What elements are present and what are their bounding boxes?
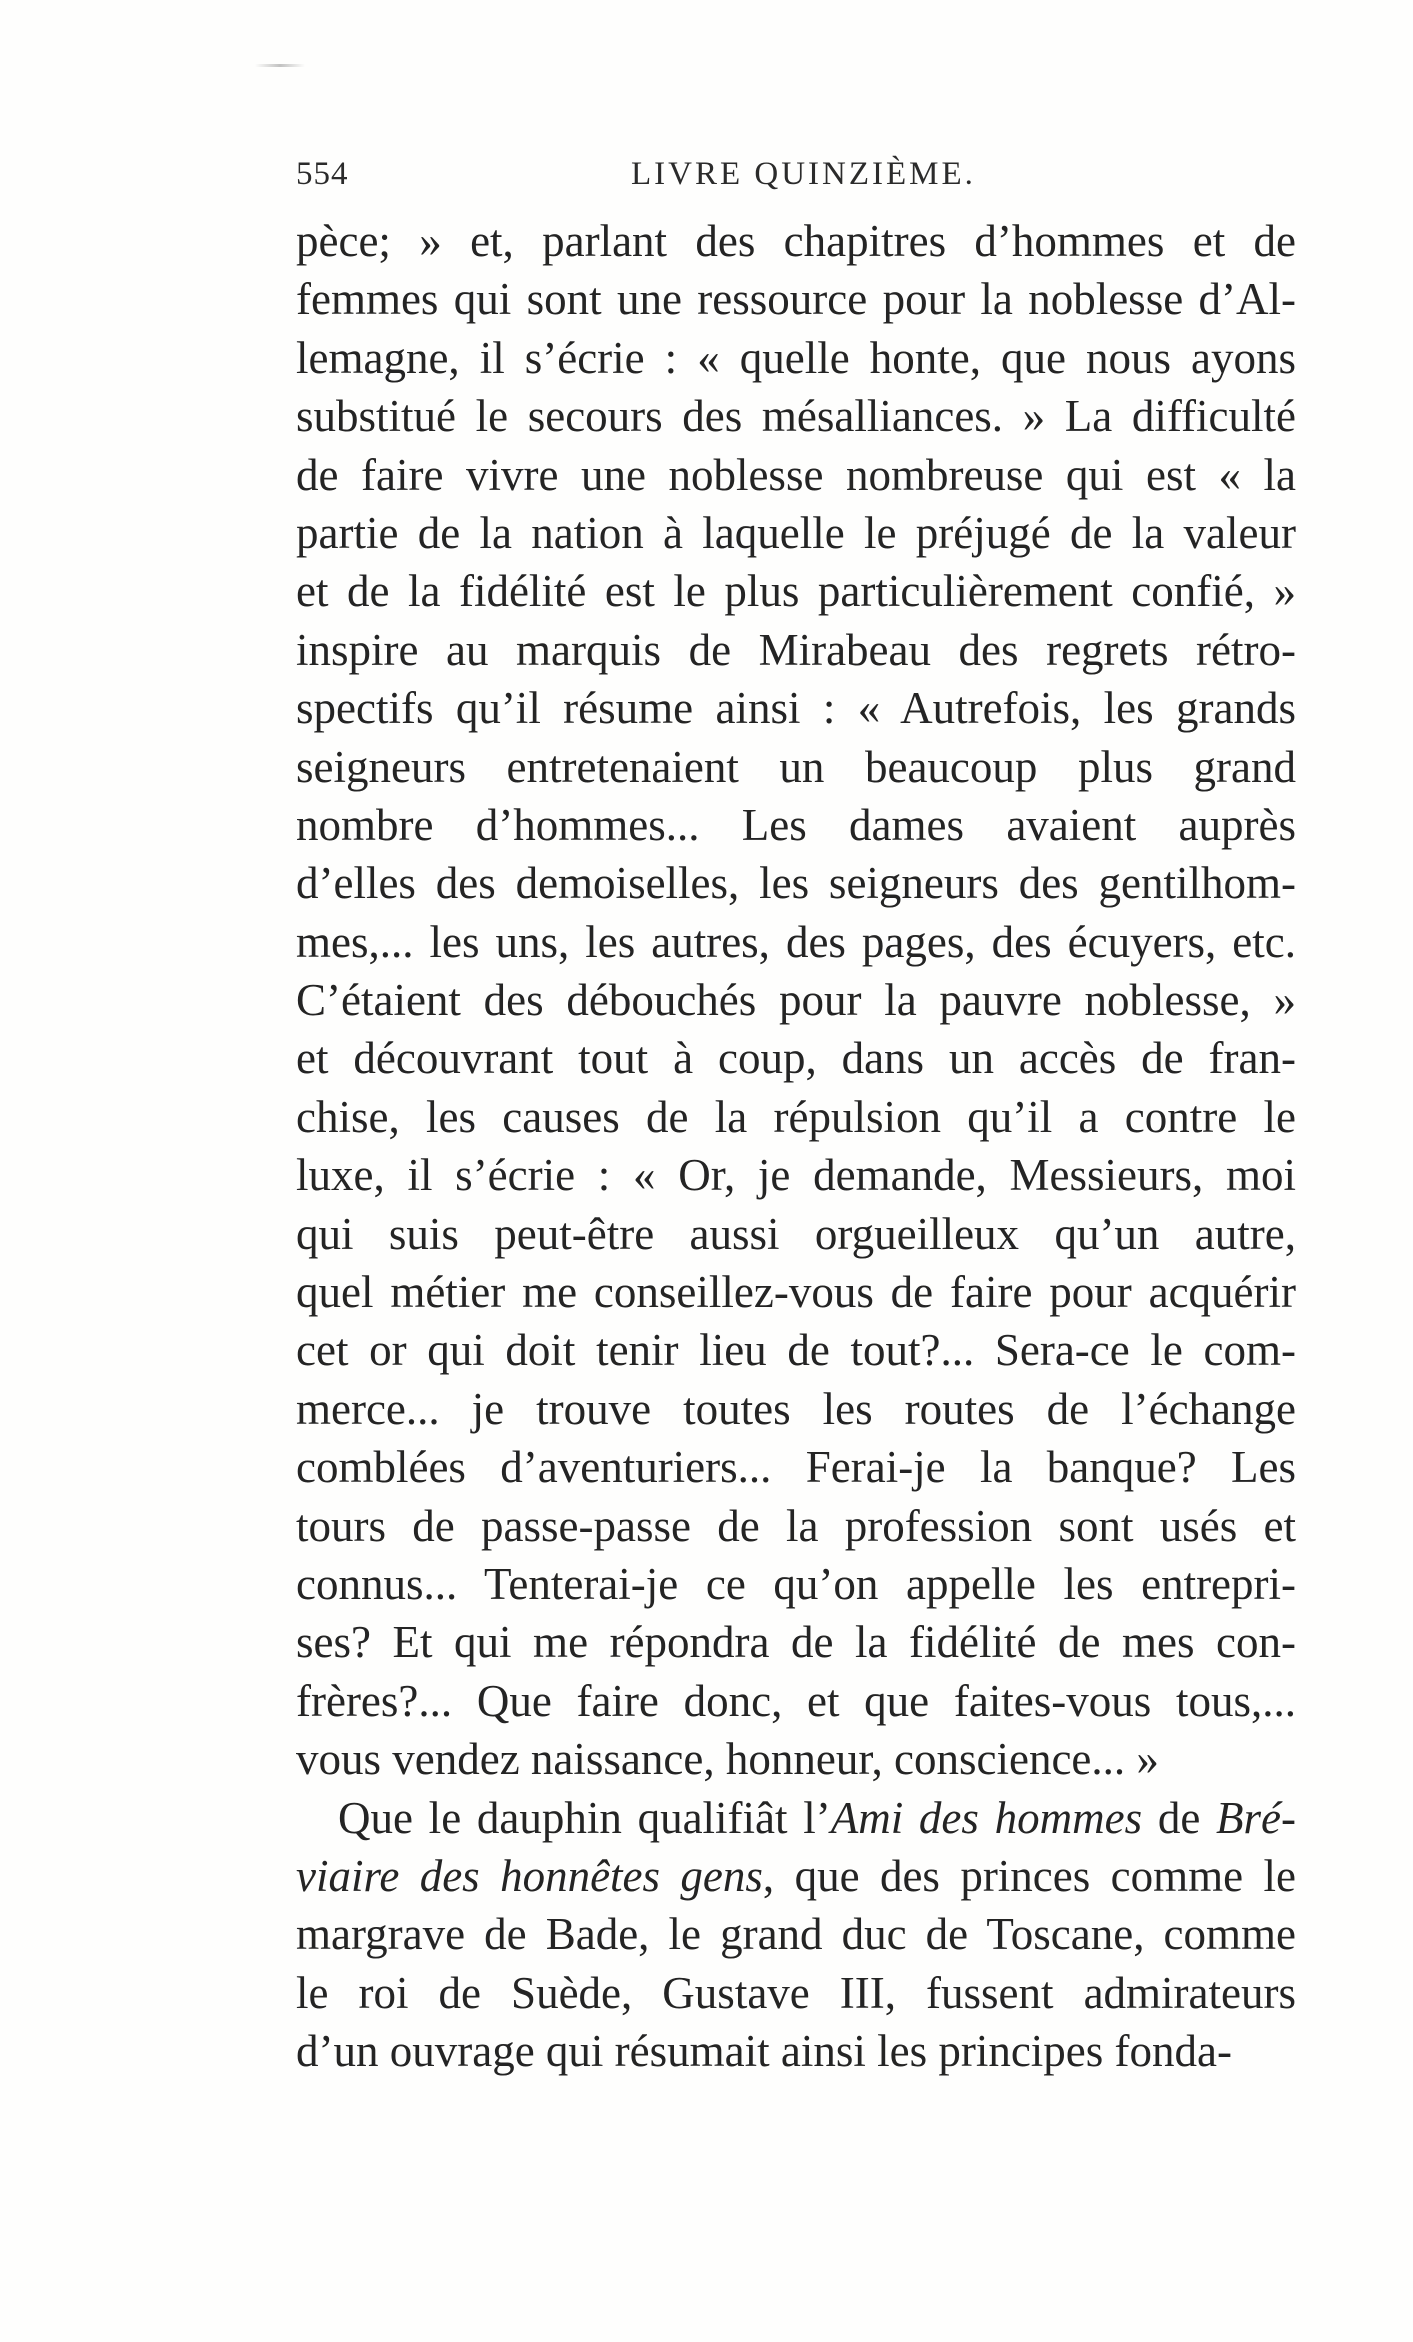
text-segment: d’un ouvrage qui résumait ainsi les principes fonda- xyxy=(296,2026,1232,2077)
page-number: 554 xyxy=(296,156,349,192)
text-line xyxy=(296,1672,1296,1730)
text-segment: chise, les causes de la répulsion qu’il a contre le xyxy=(296,1091,1296,1142)
text-segment: margrave de Bade, le grand duc de Toscane, comme xyxy=(296,1909,1296,1960)
text-segment: substitué le secours des mésalliances. » La difficulté xyxy=(296,391,1296,442)
text-segment: ses? Et qui me répondra de la fidélité de mes con- xyxy=(296,1617,1296,1668)
text-segment: frères?... Que faire donc, et que faites-vous tous,... xyxy=(296,1675,1296,1726)
text-line xyxy=(296,1321,1296,1379)
text-line xyxy=(296,1497,1296,1555)
text-segment: spectifs qu’il résume ainsi : « Autrefois, les grands xyxy=(296,683,1296,734)
text-segment: le roi de Suède, Gustave III, fussent admirateurs xyxy=(296,1967,1296,2018)
text-segment: luxe, il s’écrie : « Or, je demande, Messieurs, moi xyxy=(296,1150,1296,1201)
text-segment: qui suis peut-être aussi orgueilleux qu’un autre, xyxy=(296,1208,1296,1259)
italic-title: viaire des honnêtes gens xyxy=(296,1850,763,1901)
text-line xyxy=(296,1964,1296,2022)
text-line xyxy=(296,2022,1296,2080)
text-line xyxy=(296,1146,1296,1204)
text-segment: de xyxy=(1142,1792,1217,1843)
text-segment: seigneurs entretenaient un beaucoup plus grand xyxy=(296,741,1296,792)
text-segment: pèce; » et, parlant des chapitres d’hommes et de xyxy=(296,216,1296,266)
text-segment: , que des princes comme le xyxy=(762,1850,1296,1901)
text-segment: cet or qui doit tenir lieu de tout?... Sera-ce le com- xyxy=(296,1325,1296,1376)
text-line xyxy=(296,796,1296,854)
text-segment: comblées d’aventuriers... Ferai-je la banque? Les xyxy=(296,1442,1296,1493)
text-line xyxy=(296,854,1296,912)
ink-smudge xyxy=(255,64,305,67)
italic-title: Bré- xyxy=(1216,1792,1296,1843)
text-line xyxy=(296,446,1296,504)
text-line xyxy=(296,1905,1296,1963)
text-segment: de faire vivre une noblesse nombreuse qui est « la xyxy=(296,449,1296,500)
text-line xyxy=(296,738,1296,796)
text-segment: lemagne, il s’écrie : « quelle honte, que nous ayons xyxy=(296,332,1296,383)
page-header xyxy=(296,150,1306,200)
text-line xyxy=(296,1555,1296,1613)
text-segment: C’étaient des débouchés pour la pauvre noblesse, » xyxy=(296,975,1296,1026)
text-line xyxy=(296,1847,1296,1905)
text-line xyxy=(296,1029,1296,1087)
text-segment: femmes qui sont une ressource pour la noblesse d’Al- xyxy=(296,274,1296,325)
text-line xyxy=(296,679,1296,737)
text-line xyxy=(296,971,1296,1029)
text-line xyxy=(296,562,1296,620)
text-line xyxy=(296,1730,1296,1788)
body-text xyxy=(296,212,1296,2081)
text-line xyxy=(296,212,1296,270)
text-segment: nombre d’hommes... Les dames avaient auprès xyxy=(296,799,1296,850)
text-line xyxy=(296,1205,1296,1263)
text-line xyxy=(296,1088,1296,1146)
running-head: LIVRE QUINZIÈME. xyxy=(631,156,976,192)
text-line xyxy=(296,1613,1296,1671)
text-line xyxy=(296,504,1296,562)
text-segment: d’elles des demoiselles, les seigneurs des gentilhom- xyxy=(296,858,1296,909)
text-segment: tours de passe-passe de la profession sont usés et xyxy=(296,1500,1296,1551)
text-segment: et découvrant tout à coup, dans un accès de fran- xyxy=(296,1033,1296,1084)
text-line xyxy=(296,1380,1296,1438)
text-line xyxy=(296,913,1296,971)
text-segment: et de la fidélité est le plus particulièrement confié, » xyxy=(296,566,1296,617)
text-segment: vous vendez naissance, honneur, conscience... » xyxy=(296,1734,1159,1785)
text-line xyxy=(296,1789,1296,1847)
italic-title: Ami des hommes xyxy=(830,1792,1143,1843)
text-segment: partie de la nation à laquelle le préjugé de la valeur xyxy=(296,507,1296,558)
text-line xyxy=(296,621,1296,679)
text-line xyxy=(296,1438,1296,1496)
text-line xyxy=(296,329,1296,387)
text-segment: mes,... les uns, les autres, des pages, des écuyers, etc. xyxy=(296,916,1296,967)
text-line xyxy=(296,1263,1296,1321)
text-segment: quel métier me conseillez-vous de faire pour acquérir xyxy=(296,1267,1296,1318)
text-line xyxy=(296,270,1296,328)
text-segment: connus... Tenterai-je ce qu’on appelle les entrepri- xyxy=(296,1558,1296,1609)
text-segment: merce... je trouve toutes les routes de l’échange xyxy=(296,1383,1296,1434)
text-line xyxy=(296,387,1296,445)
text-segment: inspire au marquis de Mirabeau des regrets rétro- xyxy=(296,624,1296,675)
text-segment: Que le dauphin qualifiât l’ xyxy=(338,1792,831,1843)
